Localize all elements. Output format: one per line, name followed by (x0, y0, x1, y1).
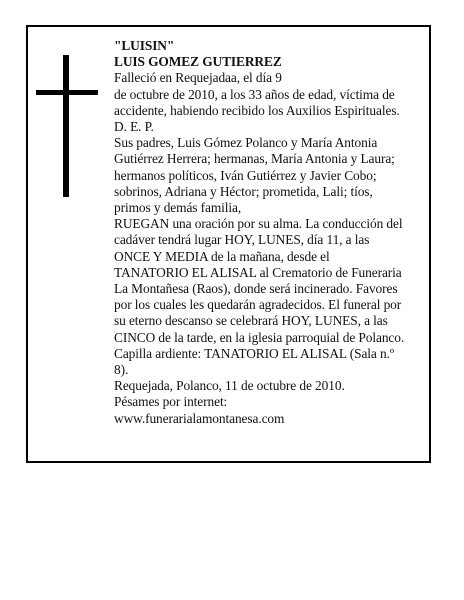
family-line: primos y demás familia, (114, 200, 242, 216)
request-line: su eterno descanso se celebrará HOY, LUNES, a las (114, 313, 388, 329)
place-date: Requejada, Polanco, 11 de octubre de 2010. (114, 378, 345, 394)
cross-horizontal-bar (36, 90, 98, 95)
request-line: TANATORIO EL ALISAL al Crematorio de Funeraria (114, 264, 402, 280)
request-line: Capilla ardiente: TANATORIO EL ALISAL (Sala n.º (114, 345, 394, 361)
cross-icon (36, 55, 98, 197)
request-line: por los cuales les quedarán agradecidos. El funeral por (114, 297, 402, 313)
family-line: hermanos políticos, Iván Gutiérrez y Javier Cobo; (114, 167, 377, 183)
announcement-line: Falleció en Requejadaa, el día 9 (114, 70, 282, 86)
announcement-line: accidente, habiendo recibido los Auxilios Espirituales. (114, 102, 400, 118)
request-line: cadáver tendrá lugar HOY, LUNES, día 11, a las (114, 232, 370, 248)
request-line: ONCE Y MEDIA de la mañana, desde el (114, 248, 330, 264)
nickname: "LUISIN" (114, 38, 175, 53)
cross-vertical-bar (63, 55, 69, 197)
obituary-text (114, 38, 414, 427)
announcement-line: D. E. P. (114, 119, 154, 135)
condolences-label: Pésames por internet: (114, 394, 228, 410)
deceased-name: LUIS GOMEZ GUTIERREZ (114, 54, 282, 70)
family-line: Gutiérrez Herrera; hermanas, María Antonia y Laura; (114, 151, 395, 167)
request-line: 8). (114, 362, 129, 378)
announcement-line: de octubre de 2010, a los 33 años de edad, víctima de (114, 86, 395, 102)
website-link[interactable]: www.funerarialamontanesa.com (114, 410, 285, 426)
request-line: CINCO de la tarde, en la iglesia parroquial de Polanco. (114, 329, 405, 345)
request-line: RUEGAN una oración por su alma. La conducción del (114, 216, 403, 232)
family-line: Sus padres, Luis Gómez Polanco y María Antonia (114, 135, 378, 151)
request-line: La Montañesa (Raos), donde será incinerado. Favores (114, 281, 398, 297)
family-line: sobrinos, Adriana y Héctor; prometida, Lali; tíos, (114, 183, 373, 199)
